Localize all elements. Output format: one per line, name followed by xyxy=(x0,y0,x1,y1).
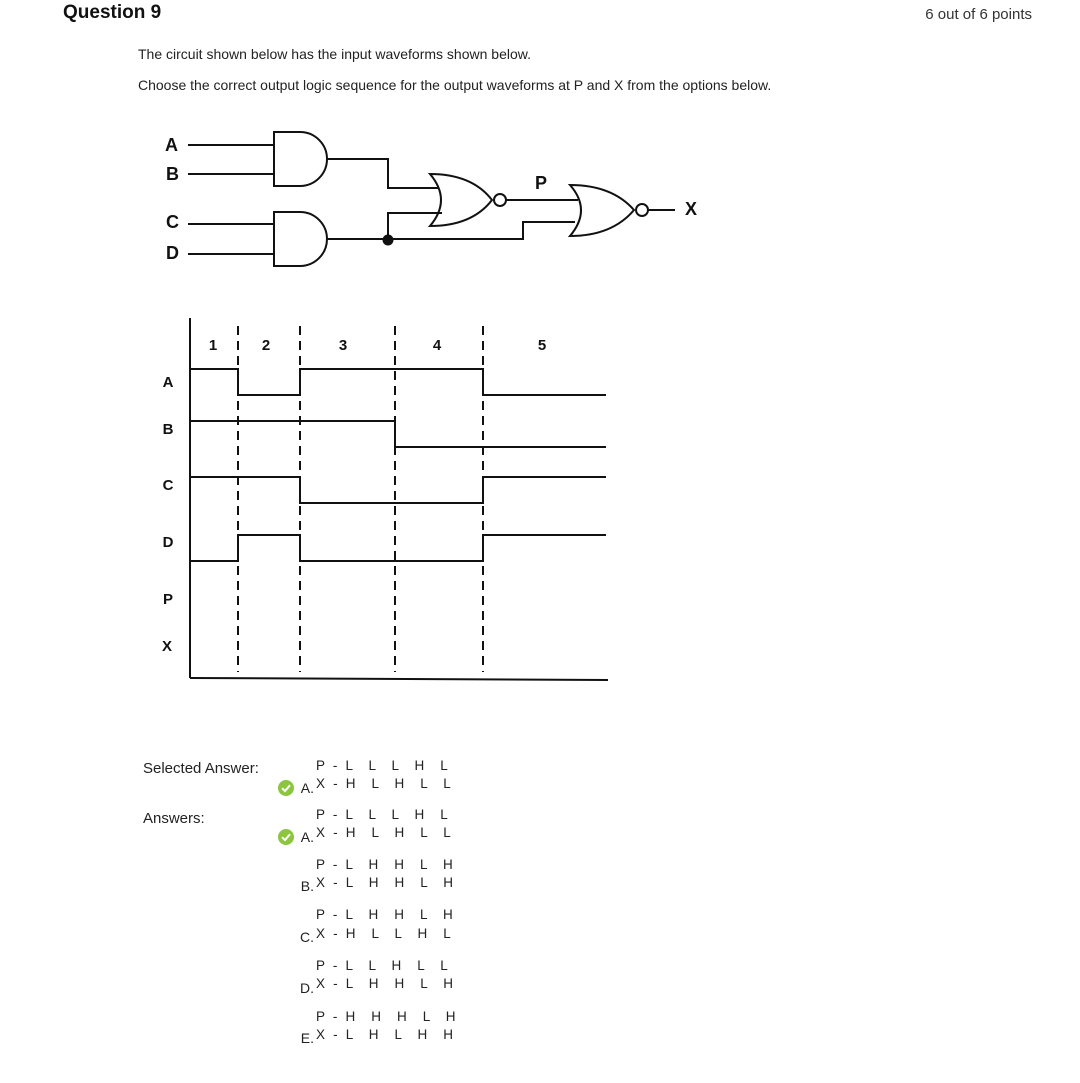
interval-dividers xyxy=(238,326,483,672)
waveform-a xyxy=(190,369,606,395)
interval-label-5: 5 xyxy=(537,337,547,354)
logic-circuit xyxy=(165,132,697,266)
option-letter: D. xyxy=(300,980,314,996)
selected-p-sequence: P - L L L H L xyxy=(316,758,448,773)
node-label-p: P xyxy=(535,173,548,193)
option-x-sequence: X - L H H L H xyxy=(316,875,454,890)
option-p-sequence: P - L H H L H xyxy=(316,857,453,872)
interval-label-4: 4 xyxy=(432,337,442,354)
waveform-c xyxy=(190,477,606,503)
selected-option-letter: A. xyxy=(300,780,314,796)
selected-answer-label: Selected Answer: xyxy=(143,760,259,777)
nor-gate-2 xyxy=(570,185,634,236)
signal-label-a: A xyxy=(162,374,174,391)
option-x-sequence: X - L H H L H xyxy=(316,976,454,991)
option-p-sequence: P - L H H L H xyxy=(316,907,453,922)
option-p-sequence: P - H H H L H xyxy=(316,1009,456,1024)
timing-diagram xyxy=(162,318,608,680)
option-x-sequence: X - L H L H H xyxy=(316,1027,454,1042)
interval-label-1: 1 xyxy=(208,337,218,354)
input-label-b: B xyxy=(166,164,179,184)
option-p-sequence: P - L L H L L xyxy=(316,958,448,973)
signal-label-c: C xyxy=(162,477,174,494)
and-gate-2 xyxy=(274,212,327,266)
option-letter: E. xyxy=(300,1030,314,1046)
wire-and1-nor1 xyxy=(327,159,438,188)
signal-label-b: B xyxy=(162,421,174,438)
option-p-sequence: P - L L L H L xyxy=(316,807,448,822)
option-letter: B. xyxy=(300,878,314,894)
wire-and2-nor2 xyxy=(388,222,575,239)
junction-dot xyxy=(384,236,393,245)
option-x-sequence: X - H L L H L xyxy=(316,926,451,941)
signal-label-p: P xyxy=(162,591,174,608)
option-letter: A. xyxy=(300,829,314,845)
option-x-sequence: X - H L H L L xyxy=(316,825,451,840)
nor-gate-1 xyxy=(430,174,492,226)
timing-axis-horizontal xyxy=(190,678,608,680)
nor2-bubble xyxy=(636,204,648,216)
input-label-c: C xyxy=(166,212,179,232)
option-letter: C. xyxy=(300,929,314,945)
question-title: Question 9 xyxy=(63,2,162,23)
signal-label-d: D xyxy=(162,534,174,551)
nor1-bubble xyxy=(494,194,506,206)
waveform-b xyxy=(190,421,606,447)
input-waveforms xyxy=(190,369,606,561)
node-label-x: X xyxy=(685,199,698,219)
selected-x-sequence: X - H L H L L xyxy=(316,776,451,791)
interval-label-2: 2 xyxy=(261,337,271,354)
interval-label-3: 3 xyxy=(338,337,348,354)
signal-label-x: X xyxy=(161,638,173,655)
input-label-d: D xyxy=(166,243,179,263)
input-label-a: A xyxy=(165,135,178,155)
prompt-line-1: The circuit shown below has the input waveforms shown below. xyxy=(138,46,531,62)
and-gate-1 xyxy=(274,132,327,186)
waveform-d xyxy=(190,535,606,561)
prompt-line-2: Choose the correct output logic sequence for the output waveforms at P and X from the options below. xyxy=(138,77,772,93)
points-score: 6 out of 6 points xyxy=(925,6,1032,23)
answers-label: Answers: xyxy=(143,810,205,827)
